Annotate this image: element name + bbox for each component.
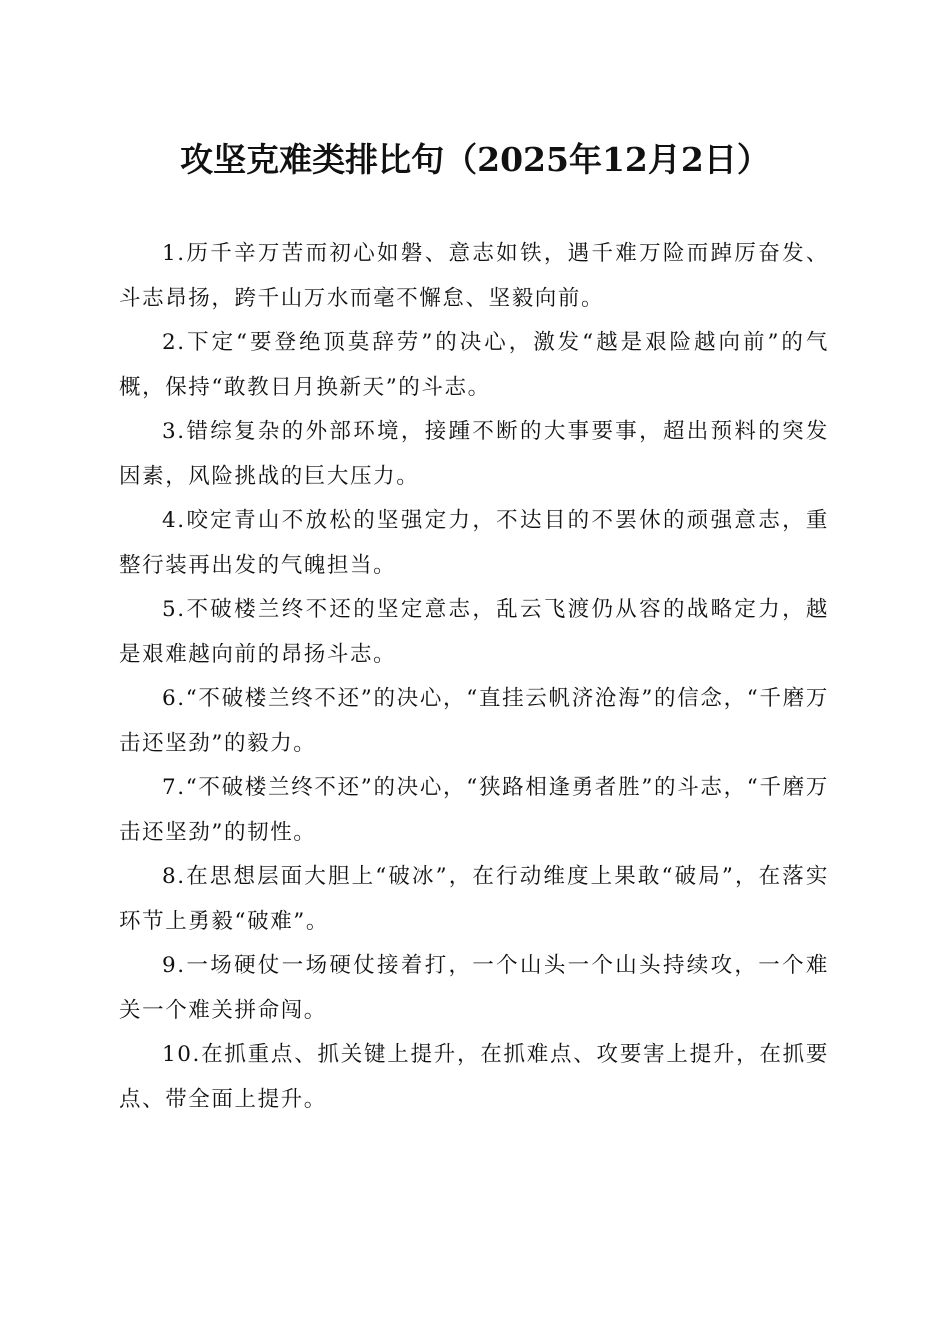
paragraph-7: 7.“不破楼兰终不还”的决心，“狭路相逢勇者胜”的斗志，“千磨万击还坚劲”的韧性。	[119, 775, 829, 845]
paragraph-8: 8.在思想层面大胆上“破冰”，在行动维度上果敢“破局”，在落实环节上勇毅“破难”。	[119, 864, 829, 934]
paragraph-2: 2.下定“要登绝顶莫辞劳”的决心，激发“越是艰险越向前”的气概，保持“敢教日月换新天”的斗志。	[119, 330, 829, 400]
paragraph-6: 6.“不破楼兰终不还”的决心，“直挂云帆济沧海”的信念，“千磨万击还坚劲”的毅力。	[119, 686, 829, 756]
paragraph-9: 9.一场硬仗一场硬仗接着打，一个山头一个山头持续攻，一个难关一个难关拼命闯。	[119, 953, 829, 1023]
document-title: 攻坚克难类排比句（2025年12月2日）	[180, 140, 770, 179]
paragraph-1: 1.历千辛万苦而初心如磐、意志如铁，遇千难万险而踔厉奋发、斗志昂扬，跨千山万水而毫不懈怠、坚毅向前。	[119, 241, 829, 311]
document-body	[119, 232, 829, 1122]
paragraph-3: 3.错综复杂的外部环境，接踵不断的大事要事，超出预料的突发因素，风险挑战的巨大压力。	[119, 419, 829, 489]
paragraph-5: 5.不破楼兰终不还的坚定意志，乱云飞渡仍从容的战略定力，越是艰难越向前的昂扬斗志。	[119, 597, 829, 667]
paragraph-4: 4.咬定青山不放松的坚强定力，不达目的不罢休的顽强意志，重整行装再出发的气魄担当。	[119, 508, 829, 578]
paragraph-10: 10.在抓重点、抓关键上提升，在抓难点、攻要害上提升，在抓要点、带全面上提升。	[119, 1042, 829, 1112]
